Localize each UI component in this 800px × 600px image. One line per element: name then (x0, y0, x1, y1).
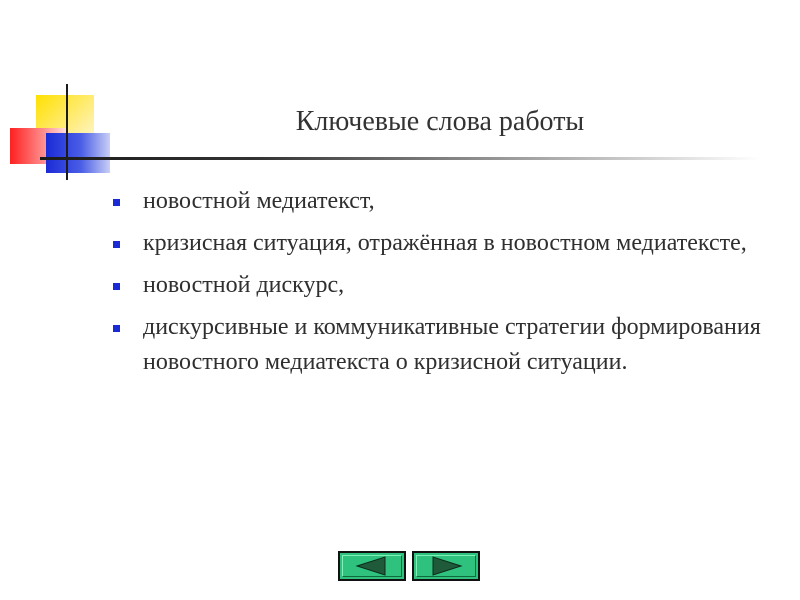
list-item (110, 310, 770, 380)
decor-vertical-line (66, 84, 68, 180)
decor-blue-square (46, 133, 110, 173)
list-item-text: новостной медиатекст, (143, 188, 375, 214)
list-item (110, 184, 770, 219)
triangle-left-icon (355, 556, 389, 576)
bullet-list (110, 184, 770, 387)
list-item-text: дискурсивные и коммуникативные стратегии формирования новостного медиатекста о кризисной ситуации. (143, 314, 761, 375)
list-item-text: кризисная ситуация, отражённая в новостном медиатексте, (143, 230, 747, 256)
bullet-square-icon (113, 241, 120, 248)
bullet-square-icon (113, 283, 120, 290)
list-item-text: новостной дискурс, (143, 272, 345, 298)
list-item (110, 226, 770, 261)
list-item (110, 268, 770, 303)
slide-navigation (338, 551, 480, 581)
previous-slide-button[interactable] (338, 551, 406, 581)
triangle-right-icon (429, 556, 463, 576)
next-slide-button[interactable] (412, 551, 480, 581)
slide-title: Ключевые слова работы (295, 106, 585, 137)
bullet-square-icon (113, 199, 120, 206)
title-divider (40, 157, 760, 160)
bullet-square-icon (113, 325, 120, 332)
